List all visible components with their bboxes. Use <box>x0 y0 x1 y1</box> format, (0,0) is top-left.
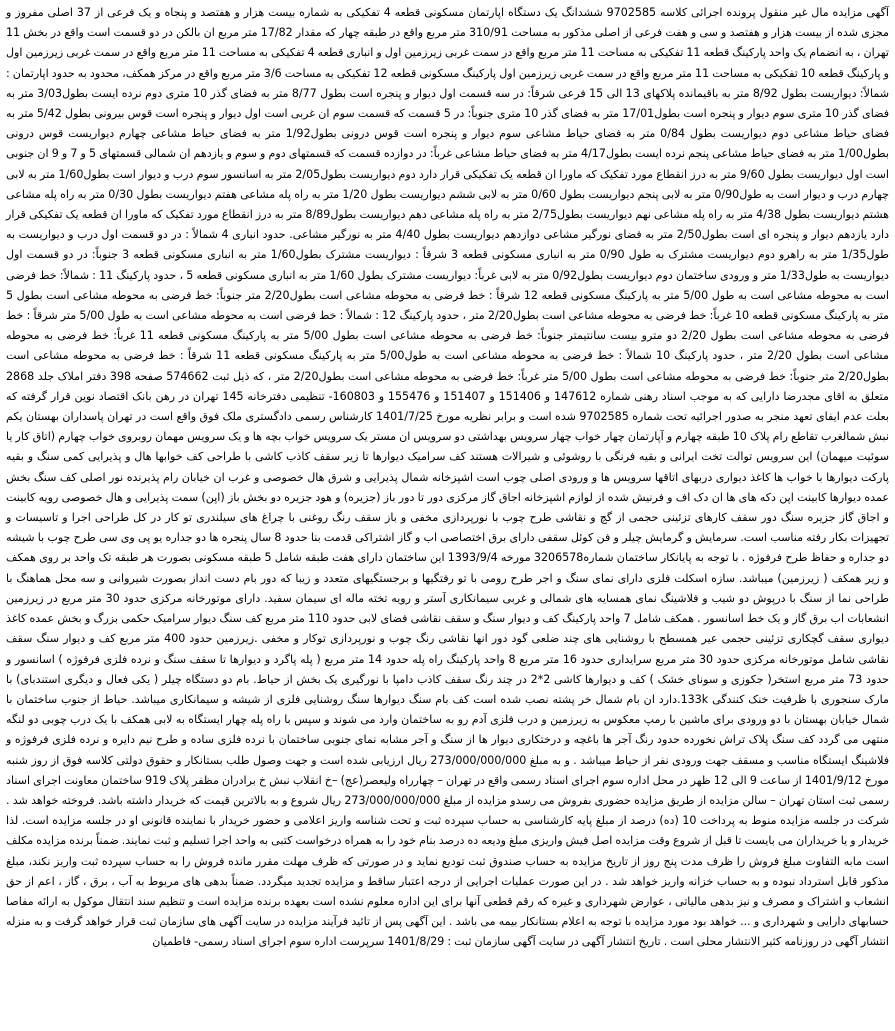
auction-notice-text: آگهی مزایده مال غیر منقول پرونده اجرائی کلاسه 9702585 ششدانگ یک دستگاه اپارتمان مسکونی قطعه 4 تفکیکی به شماره بیست هزار و هفتصد و پنجاه و یک فرعی از 37 اصلی مفروز و مجزی شده از بیست هزار و هفتصد و سی و هفت فرعی از اصلی مذکور به مساحت 310/91 متر مربع واقع در طبقه چهار که مقدار 17/82 متر مربع ان بالکن در دو قسمت است واقع در بخش 11 تهران ، به انضمام یک واحد پارکینگ قطعه 11 تفکیکی به مساحت 11 متر مربع واقع در سمت غربی زیرزمین اول و انباری قطعه 4 تفکیکی به مساحت 11 متر مربع واقع در سمت غربی زیرزمین اول و پارکینگ قطعه 10 تفکیکی به مساحت 11 متر مربع واقع در سمت غربی زیرزمین اول پارکینگ مسکونی قطعه 12 تفکیکی به مساحت 3/6 متر مربع واقع در مرکز همکف، محدود به حدود اپارتمان : شمالاً: دیواریست بطول 8/92 متر به باقیمانده پلاکهای 13 الی 15 فرعی شرقاً: در سه قسمت اول دیوار و پنجره است بطول 8/77 متر به فضای گذر 10 متری دوم نرده ایست بطول3/03 متر به فضای گذر 10 متری سوم دیوار و پنجره است بطول17/01 متر به فضای گذر 10 متری جنوباً: در 5 قسمت که قسمت سوم ان غربی است اول دیوار و پنجره است قوس بیرونی بطول 5/42 متر به فضای حیاط مشاعی دوم دیواریست بطول 0/84 متر به فضای حیاط مشاعی سوم دیوار و پنجره است قوس درونی بطول1/92 متر به فضای حیاط مشاعی چهارم دیواریست قوس درونی بطول1/00 متر به فضای حیاط مشاعی پنجم نرده ایست بطول4/17 متر به فضای حیاط مشاعی غرباً: در دوازده قسمت که قسمتهای دوم و سوم و یازدهم ان شمالی قسمتهای 5 و 7 و 9 ان جنوبی است اول دیواریست بطول 9/60 متر به درز انقطاع مورد تفکیک که ماورا ان قطعه یک تفکیکی قرار دارد دوم دیواریست بطول2/05 متر به اسانسور سوم درب و دیوار است بطول1/60 متر به لابی چهارم درب و دیوار است به طول0/90 متر به لابی پنجم دیواریست بطول 0/60 متر به لابی ششم دیواریست بطول 1/20 متر به راه پله مشاعی هفتم دیواریست بطول 0/30 متر به راه پله مشاعی هشتم دیواریست بطول 4/38 متر به راه پله مشاعی نهم دیواریست بطول2/75 متر به راه پله مشاعی دهم دیواریست بطول8/89 متر به درز انقطاع مورد تفکیک که ماورا ان قطعه یک تفکیکی قرار دارد یازدهم دیوار و پنجره ای است بطول2/50 متر به فضای نورگیر مشاعی دوازدهم دیواریست بطول 4/40 متر به نورگیر مشاعی. حدود انباری 4 شمالاً : در دو قسمت اول درب و دیواریست به طول1/35 متر به راهرو دوم دیواریست مشترک به طول 0/90 متر به انباری مسکونی قطعه 3 شرقاً : دیواریست مشترک بطول1/60 متر به انباری مسکونی قطعه 3 جنوباً: در دو قسمت اول دیواریست به طول1/33 متر و ورودی ساختمان دوم دیواریست بطول0/92 متر به لابی غرباً: دیواریست مشترک بطول 1/60 متر به انباری مسکونی قطعه 5 ، حدود پارکینگ 11 : شمالاً: خط فرضی است به محوطه مشاعی است به طول 5/00 متر به پارکینگ مسکونی قطعه 12 شرقاً : خط فرضی به محوطه مشاعی است بطول2/20 متر جنوباً: خط فرضی به محوطه مشاعی است بطول 5 متر به پارکینگ مسکونی قطعه 10 غرباً: خط فرضی به محوطه مشاعی است بطول2/20 متر ، حدود پارکینگ 12 : شمالاً : خط فرضی است به محوطه مشاعی است به طول 5/00 متر شرقاً : خط فرضی به محوطه مشاعی است بطول 2/20 دو مترو بیست سانتیمتر جنوباً: خط فرضی به محوطه مشاعی است بطول 5/00 متر به پارکینگ مسکونی قطعه 11 غرباً: خط فرضی به محوطه مشاعی است بطول 2/20 متر ، حدود پارکینگ 10 شمالاً : خط فرضی به محوطه مشاعی است به طول5/00 متر به پارکینگ مسکونی قطعه 11 شرقاً : خط فرضی به محوطه مشاعی است بطول2/20 متر جنوباً: خط فرضی به محوطه مشاعی است بطول 5/00 متر غرباً: خط فرضی به محوطه مشاعی است بطول2/20 متر ، که ذیل ثبت 574662 صفحه 398 دفتر املاک جلد 2868 متعلق به اقای مجدرضا دارایی که به موجب اسناد رهنی شماره 147612 و 151406 و 151407 و 155476 و 160803- تنظیمی دفترخانه 145 تهران در رهن بانک اقتصاد نوین قرار گرفته که بعلت عدم ایفای تعهد منجر به صدور اجرائیه تحت شماره 9702585 شده است و برابر نظریه مورخ 1401/7/25 کارشناس رسمی دادگستری ملک فوق واقع است در تهران پاسداران بهستان یکم نبش شمالغرب تقاطع رام پلاک 10 طبقه چهارم و آپارتمان چهار خواب چهار سرویس بهداشتی دو سرویس ان مستر یک سرویس خواب بچه ها و یک سرویس مهمان روبروی خواب چهارم (اتاق کار یا سوئیت میهمان) این سرویس توالت تخت ایرانی و بقیه فرنگی با روشوئی و شیرالات هستند کف سرامیک دیوارها تا زیر سقف کاذب کاشی با طراحی کف خوابها هال و پذیرایی کمی سنگ و بقیه پارکت دیوارها با خواب ها کاغذ دیواری دربهای اتاقها سرویس ها و ورودی اصلی چوب است اشپزخانه شمال پذیرایی و شرق هال خصوصی و غرب ان خیابان رام پذیرنده نور اصلی کف سنگ بخش عمده دیوارها کابینت اپن دکه های ها ان دک اف و فرنیش شده از لوازم اشپزخانه اجاق گاز مرکزی دور تا دور باز (جزیره) و هود جزیره دو بخش باز (اپن) سمت پذیرایی و هال خصوصی رویه کابینت و اجاق گاز جزیره سنگ دور سقف کارهای تزئینی حجمی از گچ و نقاشی طرح چوب با نورپردازی مخفی و باز سقف رنگ روغنی با چراغ های سیلندری تو کار در کل طراحی اجرا و تاسیسات و تجهیزات بکار رفته مناسب است. سرمایش و گرمایش چیلر و فن کوئل سقفی دارای برق اختصاصی اب و گاز اشتراکی قدمت بنا حدود 8 سال پنجره ها دو جداره یو پی وی سی طرح چوب با شیشه دو جداره و حفاظ طرح فرفوژه . با توجه به پایانکار ساختمان شماره3206578 مورخه 1393/9/4 این ساختمان دارای هفت طبقه شامل 5 طبقه مسکونی بصورت هر طبقه تک واحد بر روی همکف و زیر همکف ( زیرزمین) میباشد. سازه اسکلت فلزی دارای نمای سنگ و اجر طرح رومی با تو رفتگیها و برجستگیهای متعدد و زیبا که دور بام دست انداز بصورت شیروانی و سه محل هماهنگ با طراحی نما از سنگ با درپوش دو شیب و فلاشینگ نمای همسایه های شمالی و غربی سیمانکاری آستر و رویه تخته ماله ای سیمان سفید. دارای موتورخانه مرکزی حدود 30 متر مربع در زیرزمین انشعابات اب برق گاز و یک خط اسانسور . همکف شامل 7 واحد پارکینگ کف و دیوار سنگ و سقف نقاشی فضای لابی حدود 110 متر مربع کف سنگ دیوار سرامیک حکمی بزرگ و بخش عمده کاغذ دیواری سقف گچکاری تزئینی حجمی عیر همسطح با روشنایی های چند ضلعی گود دور انها نقاشی رنگ چوب و نورپردازی توکار و مخفی .زیرزمین حدود 400 متر مربع کف و دیوار سنگ سقف نقاشی شامل موتورخانه مرکزی حدود 30 متر مربع سرایداری حدود 16 متر مربع 8 واحد پارکینگ راه پله حدود 14 متر مربع ( پله پاگرد و دیوارها تا سقف سنگ و نرده فلزی فرفوژه ) اسانسور و حدود 73 متر مربع استخر( جکوزی و سونای خشک ) کف و دیوارها کاشی 2*2 در چند رنگ سقف کاذب دامپا با نورگیری یک بخش از حیاط. بام دو دستگاه چیلر ( یکی فعال و دیگری استندبای) با مارک سنجوری با ظرفیت خنک کنندگی 133k.دارد ان بام شمال خر پشته نصب شده است کف بام سنگ دیوارها سنگ روشنایی فلزی از شیشه و سیمانکاری میباشد. حیاط از جنوب ساختمان با شمال خیابان بهستان با دو ورودی برای ماشین با رمپ معکوس به زیرزمین و درب فلزی آدم رو به ساختمان وارد می شوند و سپس با راه پله چهار ایستگاه به لابی همکف با یک درب چوبی دو لنگه منتهی می گردد کف سنگ پلاک تراش نخورده حدود رنگ آجر ها باغچه و درختکاری دیوار ها از سنگ و آجر مشابه نمای جنوبی ساختمان با نرده فلزی ساده و طرح نیم دایره و نرده فلزی فرفوژه و فلاشینگ ایستگاه مناسب و مسقف جهت ورودی نفر از حیاط میباشد . و به مبلغ 273/000/000/000 ریال ارزیابی شده است و جهت وصول طلب بستانکار و حقوق دولتی کلاسه فوق از روز شنبه مورخ 1401/9/12 از ساعت 9 الی 12 ظهر در محل اداره سوم اجرای اسناد رسمی واقع در تهران – چهارراه ولیعصر(عج) –خ انقلاب نبش خ برادران مظفر پلاک 919 ساختمان معاونت اجرای اسناد رسمی ثبت استان تهران – سالن مزایده از طریق مزایده حضوری بفروش می رسدو مزایده از مبلغ 273/000/000/000 ریال شروع و به بالاترین قیمت که خریدار داشته باشد. فروخته خواهد شد . شرکت در جلسه مزایده منوط به پرداخت 10 (ده) درصد از مبلغ پایه کارشناسی به حساب سپرده ثبت و تحت شناسه واریز اعلامی و حضور خریدار با نماینده قانونی او در جلسه مزایده است. لذا خریدار و یا خریداران می بایست تا قبل از شروع وقت مزایده اصل فیش واریزی مبلغ ودیعه ده درصد بنام خود را به همراه درخواست کتبی به واحد اجرا تسلیم و ثبت نمایند. ضمناً برنده مزایده مکلف است مابه التفاوت مبلغ فروش را ظرف مدت پنج روز از تاریخ مزایده به حساب صندوق ثبت تودیع نماید و در صورتی که ظرف مهلت مقرر مانده فروش را به حساب سپرده ثبت واریز نکند، مبلغ مذکور قابل استرداد نبوده و به حساب خزانه واریز خواهد شد . در این صورت عملیات اجرایی از درجه اعتبار ساقط و مزایده تجدید میگردد. ضمناً بدهی های مربوط به آب ، برق ، گاز ، اعم از حق انشعاب و اشتراک و مصرف و نیز بدهی مالیاتی ، عوارض شهرداری و غیره که رقم قطعی آنها برای این اداره معلوم نشده است بعهده برنده مزایده است و تنظیم سند انتقال موکول به ارائه مفاصا حسابهای دارایی و شهرداری و ... خواهد بود مورد مزایده با توجه به اعلام بستانکار بیمه می باشد . این آگهی پس از تائید فرآیند مزایده در سایت آگهی های سازمان ثبت قرار خواهد گرفت و به منزله انتشار آگهی در روزنامه کثیر الانتشار محلی است . تاریخ انتشار آگهی در سایت آگهی سازمان ثبت : 1401/8/29 سرپرست اداره سوم اجرای اسناد رسمی- فاطمیان <box>6 6 890 949</box>
